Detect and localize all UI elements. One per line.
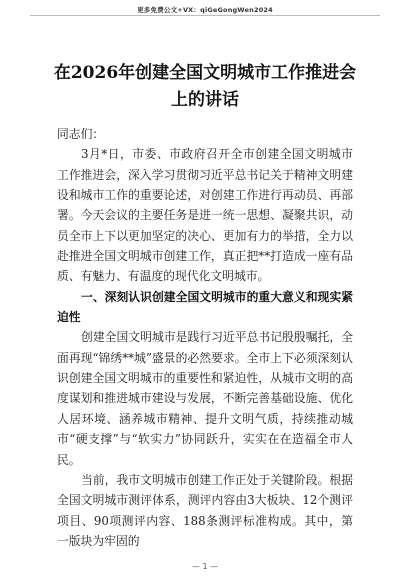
header-divider xyxy=(30,15,380,16)
paragraph: 当前，我市文明城市创建工作正处于关键阶段。根据全国文明城市测评体系，测评内容由3大板块、12个测评项目、90项测评内容、188条测评标准构成。其中，第一版块为牢固的 xyxy=(57,472,353,548)
document-body xyxy=(57,124,353,551)
page-number: — 1 — xyxy=(191,562,219,571)
section-heading: 一、深刻认识创建全国文明城市的重大意义和现实紧迫性 xyxy=(57,289,353,325)
document-title: 在2026年创建全国文明城市工作推进会上的讲话 xyxy=(53,63,357,110)
paragraph: 3月*日，市委、市政府召开全市创建全国文明城市工作推进会，深入学习贯彻习近平总书记关于精神文明建设和城市工作的重要论述，对创建工作进行再动员、再部署。今天会议的主要任务是进一统一思想、凝聚共识，动员全市上下以更加坚定的决心、更加有力的举措，全力以赴推进全国文明城市创建工作，真正把**打造成一座有品质、有魅力、有温度的现代化文明城市。 xyxy=(57,147,353,284)
header-note: 更多免费公文+VX：qiGeGongWen2024 xyxy=(137,6,273,14)
paragraph: 创建全国文明城市是践行习近平总书记殷殷嘱托，全面再现“锦绣**城”盛景的必然要求。全市上下必须深刻认识创建全国文明城市的重要性和紧迫性，从城市文明的高度谋划和推进城市建设与发展，不断完善基础设施、优化人居环境、涵养城市精神、提升文明气质，持续推动城市“硬支撑”与“软实力”协同跃升，实实在在造福全市人民。 xyxy=(57,330,353,467)
greeting: 同志们： xyxy=(57,127,105,141)
